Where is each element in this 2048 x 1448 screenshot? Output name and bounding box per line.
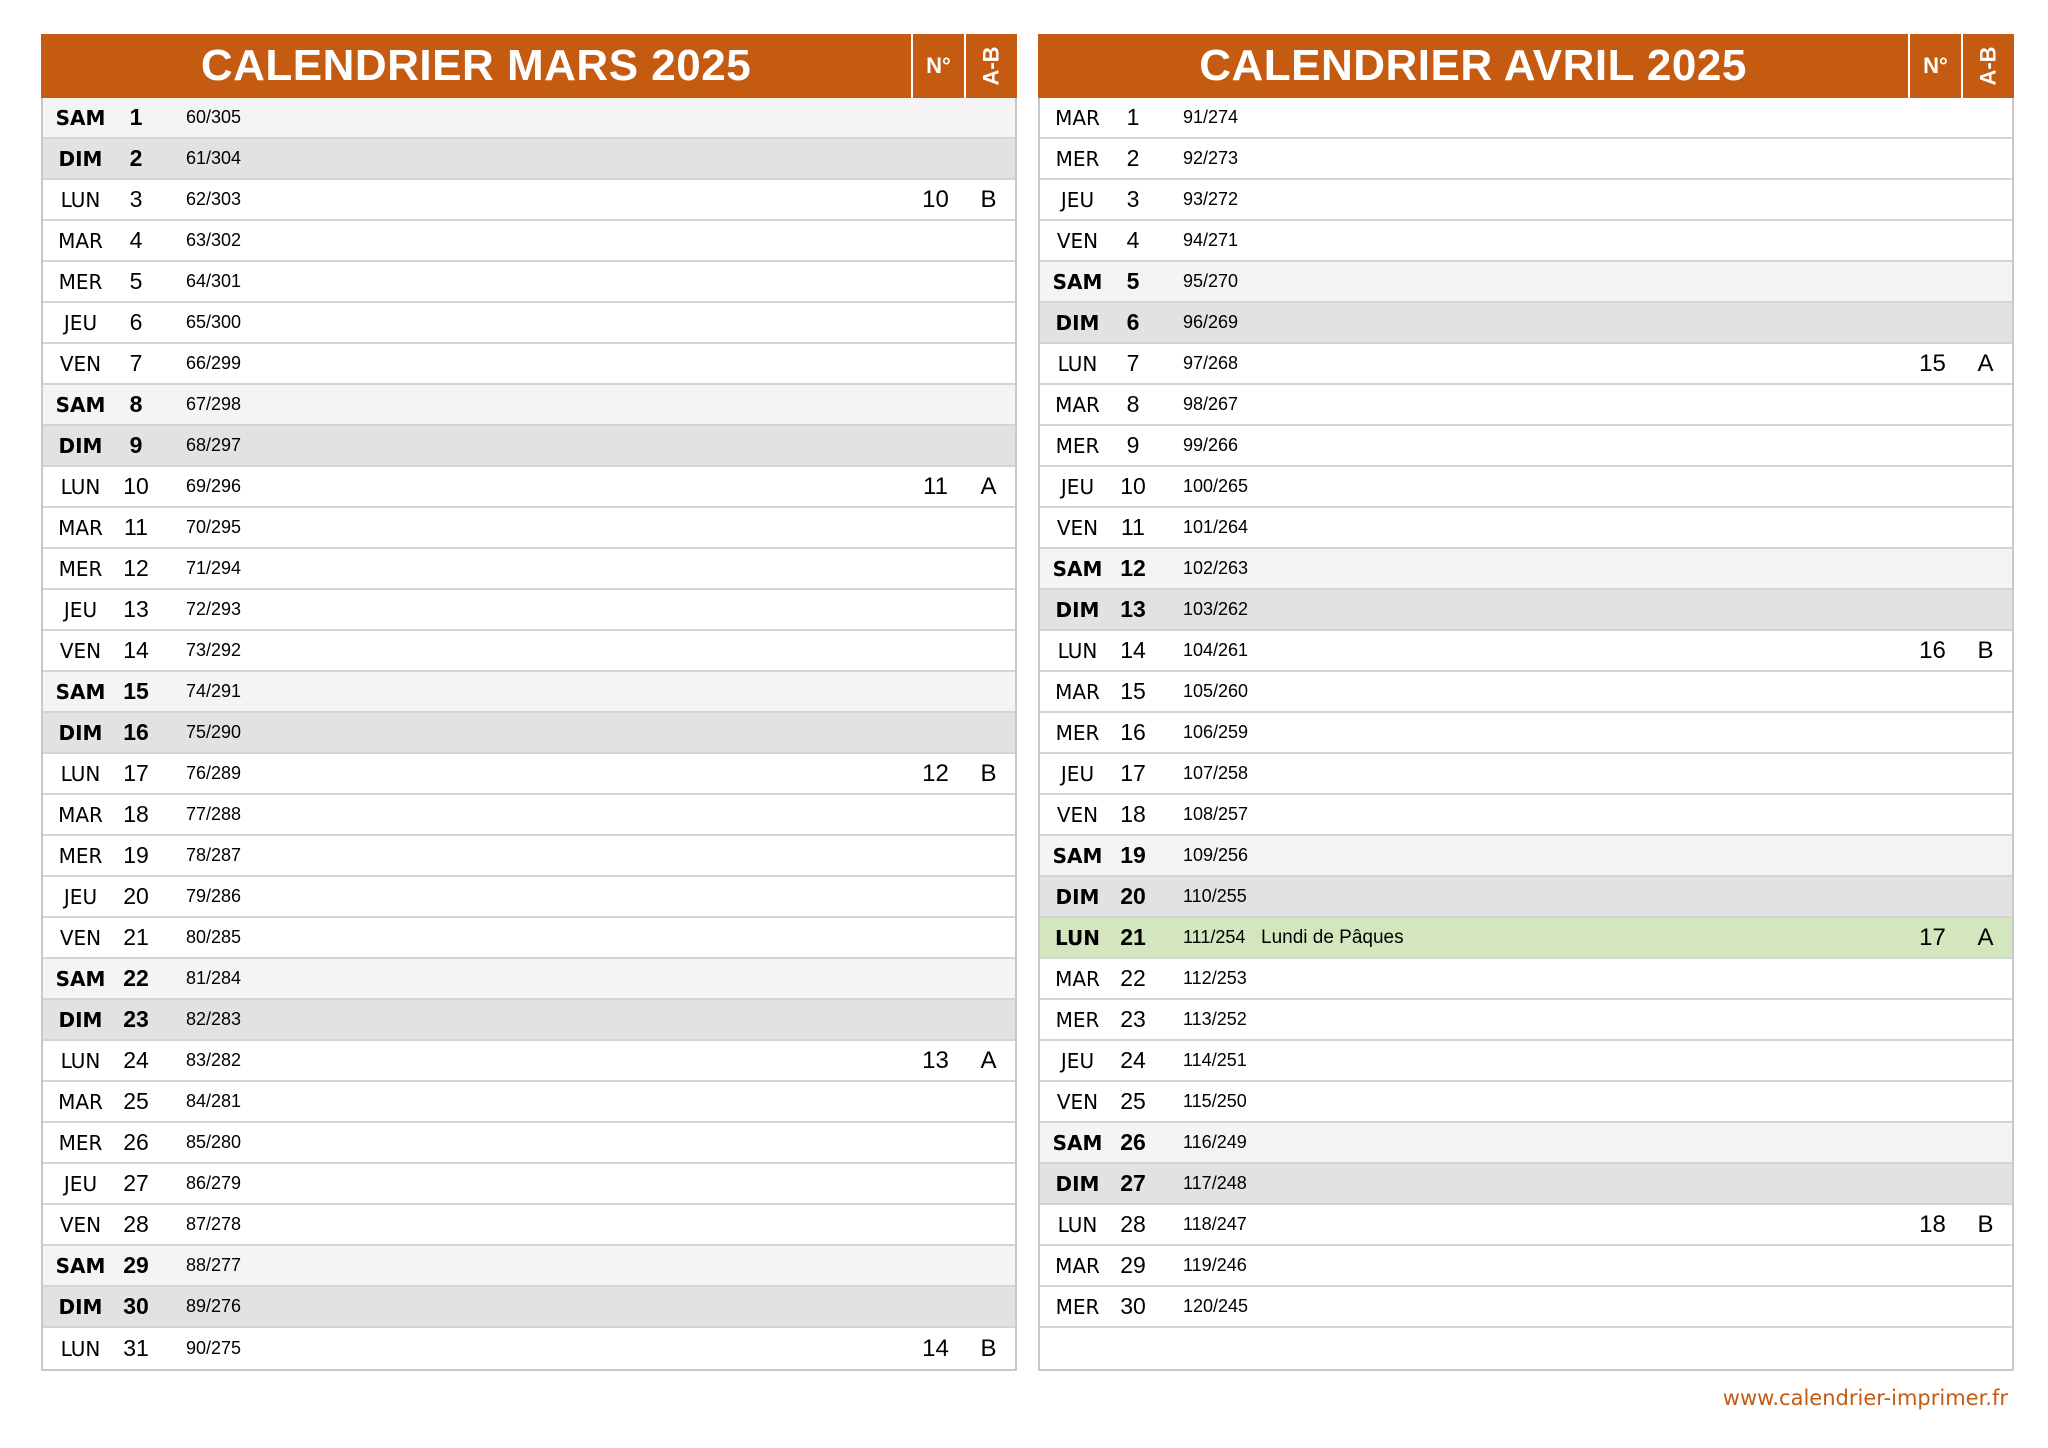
day-name: SAM	[55, 105, 106, 130]
day-name: DIM	[1055, 310, 1100, 335]
calendar-day-row	[1040, 754, 2012, 795]
ab-week: B	[980, 185, 997, 213]
calendar-day-row	[1040, 590, 2012, 631]
day-name: SAM	[1052, 556, 1103, 581]
calendar-empty-row	[1040, 1328, 2012, 1369]
calendar-day-row	[1040, 877, 2012, 918]
calendar-day-row	[1040, 795, 2012, 836]
day-number: 13	[123, 596, 149, 622]
day-number: 15	[123, 678, 149, 704]
day-of-year: 102/263	[1183, 558, 1249, 578]
day-of-year: 72/293	[186, 599, 242, 619]
ab-week: A	[1977, 349, 1994, 377]
day-of-year: 111/254	[1183, 927, 1246, 947]
day-of-year: 71/294	[186, 558, 242, 578]
day-of-year: 63/302	[186, 230, 242, 250]
day-of-year: 67/298	[186, 394, 242, 414]
day-number: 24	[1120, 1047, 1146, 1073]
calendar-day-row	[43, 877, 1015, 918]
day-of-year: 88/277	[186, 1255, 242, 1275]
day-number: 3	[129, 186, 143, 212]
day-of-year: 110/255	[1183, 886, 1247, 906]
day-of-year: 119/246	[1183, 1255, 1247, 1275]
calendar-day-row	[43, 1082, 1015, 1123]
day-of-year: 114/251	[1183, 1050, 1247, 1070]
day-name: LUN	[60, 1336, 101, 1361]
day-name: VEN	[59, 351, 102, 376]
day-name: SAM	[55, 1253, 106, 1278]
calendar-day-row	[1040, 1123, 2012, 1164]
day-number: 17	[1120, 760, 1146, 786]
calendar-day-row	[43, 795, 1015, 836]
day-name: DIM	[1055, 597, 1100, 622]
day-name: MER	[58, 1130, 103, 1155]
day-of-year: 105/260	[1183, 681, 1249, 701]
day-number: 18	[1120, 801, 1146, 827]
week-number: 15	[1919, 349, 1946, 377]
calendar-day-row	[1040, 631, 2012, 672]
calendar-body	[41, 98, 1017, 1371]
day-name: JEU	[63, 1171, 98, 1196]
day-number: 6	[129, 309, 143, 335]
calendar-day-row	[43, 1246, 1015, 1287]
day-name: LUN	[1057, 1212, 1098, 1237]
day-number: 2	[129, 145, 143, 171]
day-of-year: 83/282	[186, 1050, 242, 1070]
day-number: 25	[1120, 1088, 1146, 1114]
footer-website-link[interactable]: www.calendrier-imprimer.fr	[1722, 1386, 2008, 1410]
day-name: VEN	[59, 925, 102, 950]
day-name: LUN	[1057, 351, 1098, 376]
calendar-day-row	[43, 549, 1015, 590]
day-name: SAM	[55, 966, 106, 991]
week-number: 18	[1919, 1210, 1946, 1238]
calendar-day-row	[1040, 713, 2012, 754]
ab-week-header-label: A-B	[1975, 46, 2001, 86]
day-name: VEN	[1056, 1089, 1099, 1114]
day-of-year: 112/253	[1183, 968, 1247, 988]
day-of-year: 70/295	[186, 517, 242, 537]
day-of-year: 101/264	[1183, 517, 1249, 537]
calendar-day-row	[1040, 508, 2012, 549]
day-number: 23	[1120, 1006, 1146, 1032]
day-of-year: 61/304	[186, 148, 242, 168]
day-number: 9	[1126, 432, 1140, 458]
ab-week: B	[980, 759, 997, 787]
calendar-march	[41, 34, 1017, 1371]
day-of-year: 68/297	[186, 435, 242, 455]
day-name: MER	[58, 269, 103, 294]
day-name: VEN	[1056, 228, 1099, 253]
day-name: SAM	[55, 679, 106, 704]
day-number: 28	[123, 1211, 149, 1237]
day-number: 16	[123, 719, 149, 745]
calendar-day-row	[43, 467, 1015, 508]
day-number: 30	[123, 1293, 149, 1319]
day-name: JEU	[1060, 1048, 1095, 1073]
day-of-year: 99/266	[1183, 435, 1239, 455]
day-name: SAM	[1052, 1130, 1103, 1155]
calendar-day-row	[1040, 1041, 2012, 1082]
day-name: DIM	[1055, 884, 1100, 909]
day-of-year: 78/287	[186, 845, 242, 865]
calendar-day-row	[1040, 344, 2012, 385]
day-name: MAR	[1055, 1253, 1100, 1278]
calendar-day-row	[43, 221, 1015, 262]
calendar-day-row	[43, 1205, 1015, 1246]
week-number: 11	[923, 472, 948, 500]
day-number: 22	[1120, 965, 1146, 991]
day-of-year: 97/268	[1183, 353, 1239, 373]
day-of-year: 64/301	[186, 271, 242, 291]
day-number: 18	[123, 801, 149, 827]
day-number: 7	[1126, 350, 1140, 376]
day-number: 21	[123, 924, 149, 950]
calendar-day-row	[43, 426, 1015, 467]
day-number: 19	[1120, 842, 1146, 868]
calendar-day-row	[1040, 1287, 2012, 1328]
day-number: 27	[123, 1170, 149, 1196]
calendar-day-row	[1040, 221, 2012, 262]
week-number-header: N°	[911, 34, 964, 98]
week-number: 10	[922, 185, 949, 213]
day-number: 16	[1120, 719, 1146, 745]
calendar-day-row	[43, 1000, 1015, 1041]
day-of-year: 65/300	[186, 312, 242, 332]
day-number: 12	[1120, 555, 1146, 581]
day-name: MER	[1055, 146, 1100, 171]
ab-week-header	[964, 34, 1017, 98]
day-of-year: 85/280	[186, 1132, 242, 1152]
day-number: 22	[123, 965, 149, 991]
day-number: 4	[129, 227, 143, 253]
week-number: 13	[922, 1046, 949, 1074]
day-name: DIM	[58, 433, 103, 458]
day-name: VEN	[59, 1212, 102, 1237]
day-of-year: 79/286	[186, 886, 242, 906]
day-name: SAM	[55, 392, 106, 417]
day-name: DIM	[58, 1007, 103, 1032]
day-of-year: 92/273	[1183, 148, 1239, 168]
day-number: 25	[123, 1088, 149, 1114]
ab-week: B	[1977, 636, 1994, 664]
day-of-year: 77/288	[186, 804, 242, 824]
day-number: 10	[1120, 473, 1146, 499]
ab-week: A	[1977, 923, 1994, 951]
day-of-year: 69/296	[186, 476, 242, 496]
day-name: MER	[58, 843, 103, 868]
day-name: DIM	[58, 720, 103, 745]
calendar-day-row	[43, 672, 1015, 713]
calendar-day-row	[43, 262, 1015, 303]
day-name: MAR	[1055, 679, 1100, 704]
calendar-day-row	[43, 959, 1015, 1000]
day-name: MAR	[58, 1089, 103, 1114]
day-number: 28	[1120, 1211, 1146, 1237]
day-name: VEN	[59, 638, 102, 663]
week-number: 12	[922, 759, 949, 787]
day-number: 15	[1120, 678, 1146, 704]
day-of-year: 87/278	[186, 1214, 242, 1234]
week-number: 16	[1919, 636, 1946, 664]
day-number: 20	[1120, 883, 1146, 909]
calendar-day-row	[1040, 98, 2012, 139]
day-name: MAR	[58, 228, 103, 253]
day-of-year: 120/245	[1183, 1296, 1249, 1316]
day-of-year: 100/265	[1183, 476, 1249, 496]
day-of-year: 84/281	[186, 1091, 242, 1111]
calendar-header	[1038, 34, 2014, 98]
day-name: VEN	[1056, 515, 1099, 540]
day-of-year: 82/283	[186, 1009, 242, 1029]
calendar-day-row	[1040, 959, 2012, 1000]
day-number: 11	[124, 514, 148, 540]
day-number: 9	[129, 432, 143, 458]
calendar-title: CALENDRIER MARS 2025	[200, 41, 752, 90]
day-name: DIM	[58, 146, 103, 171]
day-number: 12	[123, 555, 149, 581]
calendar-day-row	[43, 1287, 1015, 1328]
day-number: 24	[123, 1047, 149, 1073]
calendar-day-row	[43, 754, 1015, 795]
calendar-day-row	[43, 713, 1015, 754]
calendar-day-row	[43, 631, 1015, 672]
day-number: 27	[1120, 1170, 1146, 1196]
day-number: 20	[123, 883, 149, 909]
week-number-header: N°	[1908, 34, 1961, 98]
day-number: 23	[123, 1006, 149, 1032]
day-name: LUN	[60, 474, 101, 499]
day-of-year: 98/267	[1183, 394, 1239, 414]
calendar-day-row	[43, 836, 1015, 877]
day-of-year: 60/305	[186, 107, 242, 127]
calendar-day-row	[1040, 549, 2012, 590]
day-name: MER	[1055, 1007, 1100, 1032]
calendar-day-row	[1040, 836, 2012, 877]
day-number: 21	[1120, 924, 1146, 950]
day-name: DIM	[58, 1294, 103, 1319]
day-number: 4	[1126, 227, 1140, 253]
day-name: LUN	[60, 187, 101, 212]
day-of-year: 107/258	[1183, 763, 1249, 783]
calendar-day-row	[1040, 303, 2012, 344]
calendar-day-row	[43, 139, 1015, 180]
day-number: 5	[129, 268, 143, 294]
calendar-body	[1038, 98, 2014, 1371]
calendar-day-row	[1040, 1205, 2012, 1246]
day-number: 7	[129, 350, 143, 376]
day-name: SAM	[1052, 843, 1103, 868]
day-number: 30	[1120, 1293, 1146, 1319]
day-number: 6	[1126, 309, 1140, 335]
calendar-day-row	[1040, 262, 2012, 303]
day-number: 31	[123, 1335, 149, 1361]
day-of-year: 94/271	[1183, 230, 1239, 250]
day-of-year: 62/303	[186, 189, 242, 209]
day-number: 8	[129, 391, 143, 417]
day-number: 13	[1120, 596, 1146, 622]
calendar-day-row	[1040, 139, 2012, 180]
calendar-day-row	[1040, 1000, 2012, 1041]
calendar-day-row	[43, 344, 1015, 385]
day-name: DIM	[1055, 1171, 1100, 1196]
ab-week: B	[980, 1334, 997, 1362]
day-of-year: 104/261	[1183, 640, 1249, 660]
calendar-day-row	[1040, 672, 2012, 713]
day-name: SAM	[1052, 269, 1103, 294]
day-name: JEU	[1060, 474, 1095, 499]
calendar-day-row	[43, 1328, 1015, 1369]
day-of-year: 86/279	[186, 1173, 242, 1193]
calendar-day-row	[1040, 426, 2012, 467]
day-number: 17	[123, 760, 149, 786]
calendar-title: CALENDRIER AVRIL 2025	[1199, 41, 1747, 90]
day-number: 29	[123, 1252, 149, 1278]
day-number: 26	[123, 1129, 149, 1155]
calendar-day-row	[43, 98, 1015, 139]
calendar-day-row	[1040, 467, 2012, 508]
calendar-day-row	[43, 918, 1015, 959]
day-of-year: 108/257	[1183, 804, 1249, 824]
day-number: 5	[1126, 268, 1140, 294]
ab-week: B	[1977, 1210, 1994, 1238]
day-of-year: 73/292	[186, 640, 242, 660]
ab-week: A	[980, 1046, 997, 1074]
day-number: 26	[1120, 1129, 1146, 1155]
day-name: LUN	[60, 761, 101, 786]
day-name: MAR	[1055, 392, 1100, 417]
calendar-day-row	[43, 180, 1015, 221]
day-name: JEU	[63, 310, 98, 335]
day-number: 8	[1126, 391, 1140, 417]
day-of-year: 80/285	[186, 927, 242, 947]
day-of-year: 75/290	[186, 722, 242, 742]
calendar-header	[41, 34, 1017, 98]
calendar-day-row	[43, 508, 1015, 549]
day-of-year: 90/275	[186, 1338, 242, 1358]
calendar-day-row	[1040, 1246, 2012, 1287]
calendar-day-row	[43, 385, 1015, 426]
day-number: 3	[1126, 186, 1140, 212]
calendar-day-row	[43, 1041, 1015, 1082]
day-number: 2	[1126, 145, 1140, 171]
calendar-day-row	[1040, 1164, 2012, 1205]
calendar-day-row	[43, 303, 1015, 344]
day-number: 29	[1120, 1252, 1146, 1278]
day-name: LUN	[1054, 925, 1100, 950]
day-name: MER	[1055, 720, 1100, 745]
day-of-year: 116/249	[1183, 1132, 1247, 1152]
day-name: MER	[58, 556, 103, 581]
day-name: JEU	[1060, 761, 1095, 786]
day-name: MAR	[58, 515, 103, 540]
ab-week-header	[1961, 34, 2014, 98]
day-name: VEN	[1056, 802, 1099, 827]
day-name: MAR	[1055, 105, 1100, 130]
day-of-year: 106/259	[1183, 722, 1249, 742]
day-of-year: 109/256	[1183, 845, 1249, 865]
day-of-year: 81/284	[186, 968, 242, 988]
day-note: Lundi de Pâques	[1261, 926, 1404, 948]
day-of-year: 93/272	[1183, 189, 1239, 209]
ab-week-header-label: A-B	[978, 46, 1004, 86]
day-of-year: 95/270	[1183, 271, 1239, 291]
day-of-year: 96/269	[1183, 312, 1239, 332]
day-number: 1	[1126, 104, 1140, 130]
day-of-year: 117/248	[1183, 1173, 1247, 1193]
day-number: 14	[1120, 637, 1146, 663]
day-of-year: 89/276	[186, 1296, 242, 1316]
day-number: 11	[1121, 514, 1145, 540]
day-number: 14	[123, 637, 149, 663]
day-of-year: 113/252	[1183, 1009, 1247, 1029]
day-name: LUN	[60, 1048, 101, 1073]
day-of-year: 66/299	[186, 353, 242, 373]
day-name: MER	[1055, 1294, 1100, 1319]
day-number: 1	[129, 104, 143, 130]
day-of-year: 76/289	[186, 763, 242, 783]
day-of-year: 91/274	[1183, 107, 1239, 127]
day-name: LUN	[1057, 638, 1098, 663]
day-number: 19	[123, 842, 149, 868]
day-name: MAR	[1055, 966, 1100, 991]
day-name: JEU	[1060, 187, 1095, 212]
calendar-day-row	[43, 1123, 1015, 1164]
day-name: MER	[1055, 433, 1100, 458]
day-number: 10	[123, 473, 149, 499]
day-of-year: 115/250	[1183, 1091, 1247, 1111]
day-name: JEU	[63, 884, 98, 909]
week-number: 17	[1919, 923, 1946, 951]
calendar-april	[1038, 34, 2014, 1371]
day-name: JEU	[63, 597, 98, 622]
calendar-day-row	[1040, 180, 2012, 221]
calendar-day-row	[43, 590, 1015, 631]
calendar-day-row	[1040, 918, 2012, 959]
ab-week: A	[980, 472, 997, 500]
calendar-day-row	[1040, 385, 2012, 426]
day-of-year: 103/262	[1183, 599, 1249, 619]
calendar-day-row	[1040, 1082, 2012, 1123]
day-of-year: 118/247	[1183, 1214, 1247, 1234]
calendar-day-row	[43, 1164, 1015, 1205]
day-of-year: 74/291	[186, 681, 242, 701]
week-number: 14	[922, 1334, 949, 1362]
day-name: MAR	[58, 802, 103, 827]
